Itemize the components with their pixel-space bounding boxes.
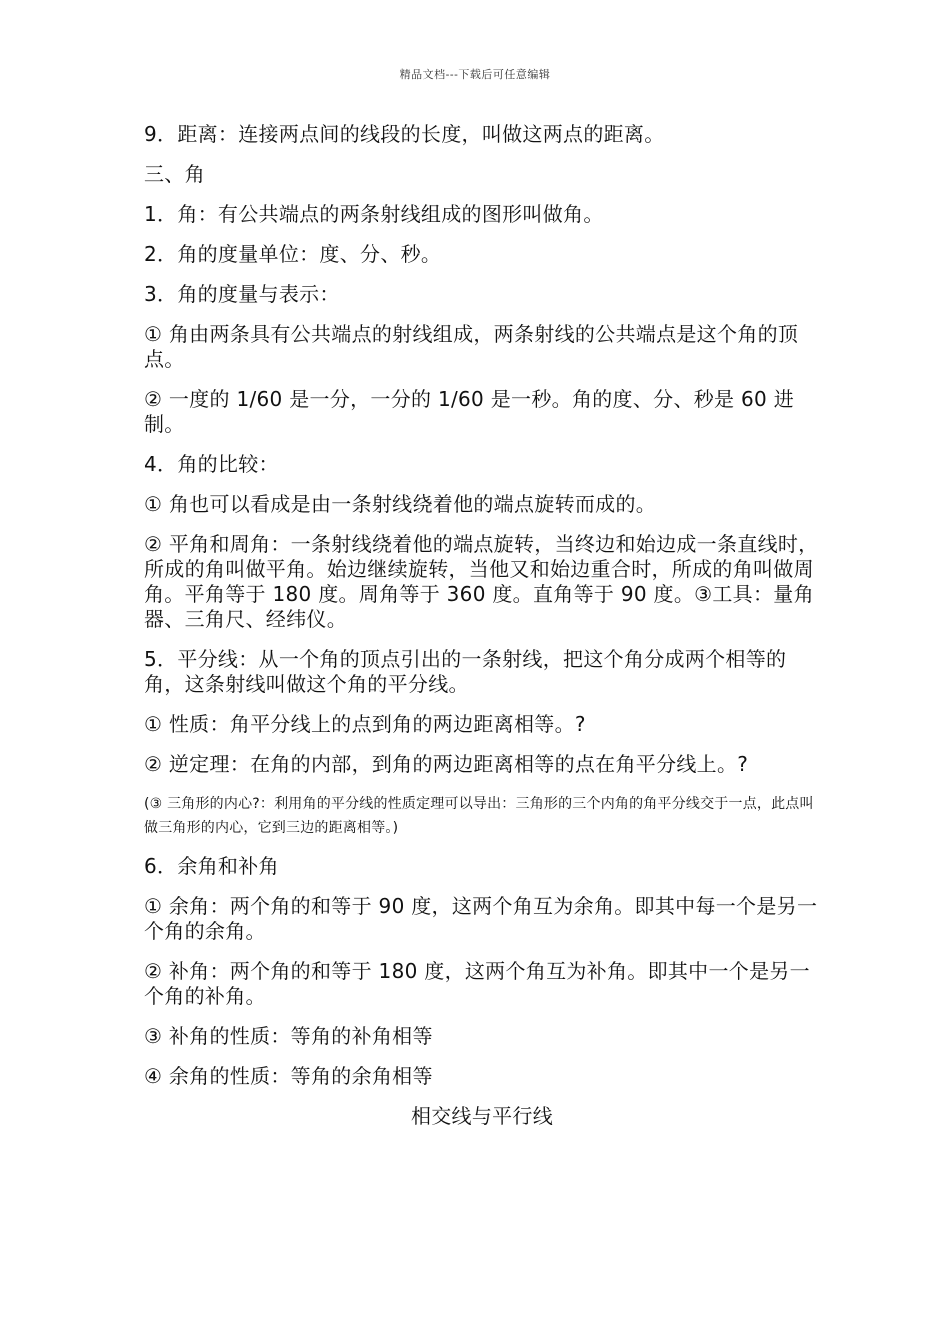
paragraph-incenter-note: (③ 三角形的内心?：利用角的平分线的性质定理可以导出：三角形的三个内角的角平分线交于一点，此点叫做三角形的内心，它到三边的距离相等。)	[144, 796, 814, 836]
paragraph-complement-property: ④ 余角的性质：等角的余角相等	[144, 1064, 433, 1088]
paragraph-angle-definition: 1．角：有公共端点的两条射线组成的图形叫做角。	[144, 202, 604, 226]
paragraph-angle-compare-heading: 4．角的比较：	[144, 452, 279, 476]
paragraph-supplement-property: ③ 补角的性质：等角的补角相等	[144, 1024, 433, 1048]
paragraph-angle-sexagesimal: ② 一度的 1/60 是一分，一分的 1/60 是一秒。角的度、分、秒是 60 进制。	[144, 387, 795, 436]
document-body	[144, 122, 820, 1144]
section-title-intersecting-parallel-lines: 相交线与平行线	[410, 1104, 554, 1128]
paragraph-distance: 9．距离：连接两点间的线段的长度，叫做这两点的距离。	[144, 122, 665, 146]
paragraph-bisector-converse: ② 逆定理：在角的内部，到角的两边距离相等的点在角平分线上。?	[144, 752, 749, 776]
paragraph-angle-rotation: ① 角也可以看成是由一条射线绕着他的端点旋转而成的。	[144, 492, 657, 516]
section-heading-angle: 三、角	[144, 162, 205, 186]
paragraph-straight-full-angle: ② 平角和周角：一条射线绕着他的端点旋转，当终边和始边成一条直线时，所成的角叫做平角。始边继续旋转，当他又和始边重合时，所成的角叫做周角。平角等于 180 度。周角等于 360 度。直角等于 90 度。③工具：量角器、三角尺、经纬仪。	[144, 532, 819, 631]
paragraph-angle-vertex: ① 角由两条具有公共端点的射线组成，两条射线的公共端点是这个角的顶点。	[144, 322, 799, 371]
paragraph-complement-supplement-heading: 6．余角和补角	[144, 854, 279, 878]
paragraph-bisector-property: ① 性质：角平分线上的点到角的两边距离相等。?	[144, 712, 586, 736]
paragraph-angle-units: 2．角的度量单位：度、分、秒。	[144, 242, 442, 266]
paragraph-complementary-angle: ① 余角：两个角的和等于 90 度，这两个角互为余角。即其中每一个是另一个角的余角。	[144, 894, 818, 943]
page-header: 精品文档---下载后可任意编辑	[399, 68, 551, 81]
paragraph-supplementary-angle: ② 补角：两个角的和等于 180 度，这两个角互为补角。即其中一个是另一个角的补角。	[144, 959, 810, 1008]
paragraph-angle-measure-heading: 3．角的度量与表示：	[144, 282, 340, 306]
paragraph-bisector-definition: 5．平分线：从一个角的顶点引出的一条射线，把这个角分成两个相等的角，这条射线叫做这个角的平分线。	[144, 647, 787, 696]
